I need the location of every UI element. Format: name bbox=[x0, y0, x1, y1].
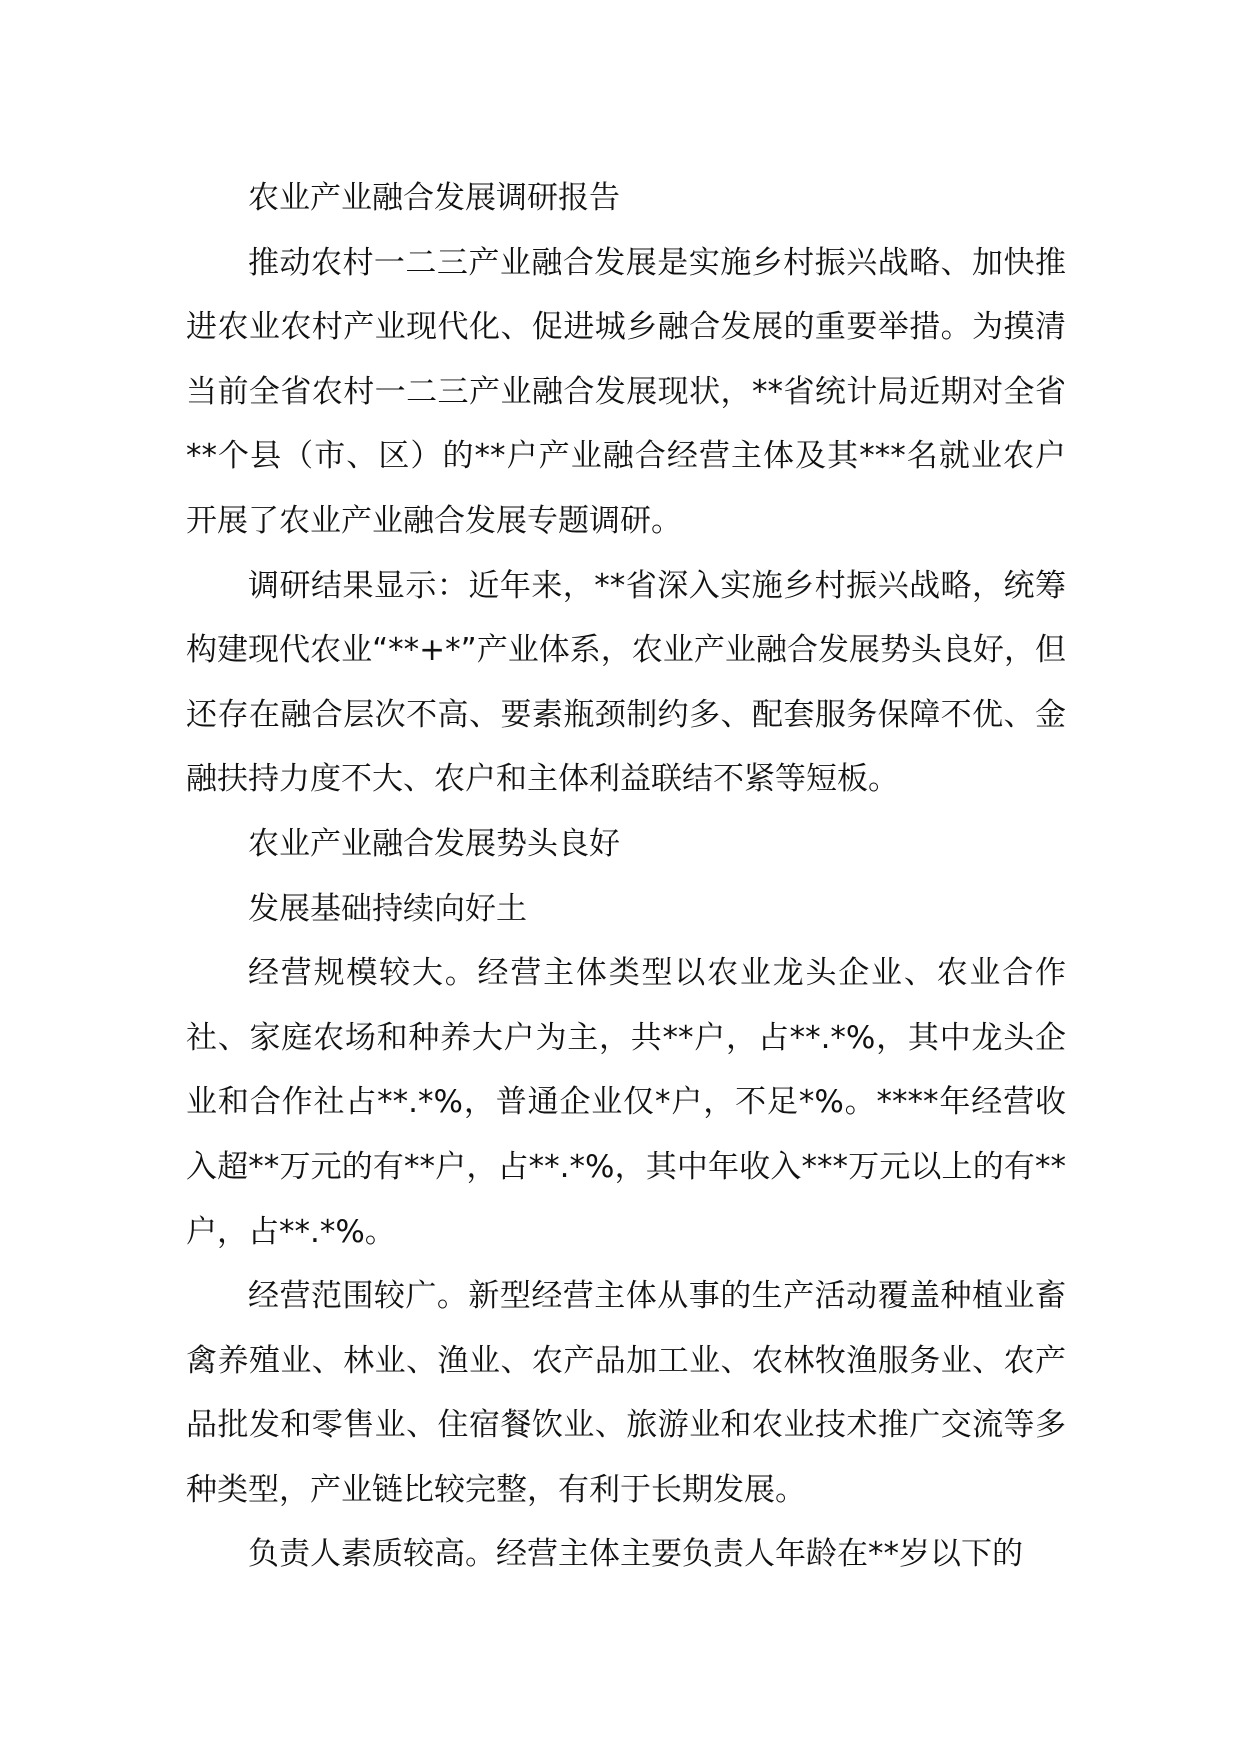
paragraph-scale: 经营规模较大。经营主体类型以农业龙头企业、农业合作社、家庭农场和种养大户为主，共**户，占**.*%，其中龙头企业和合作社占**.*%，普通企业仅*户，不足*%。****年经营收入超**万元的有**户，占**.*%，其中年收入***万元以上的有**户，占**.*%。 bbox=[186, 955, 1066, 1250]
paragraph-findings: 调研结果显示：近年来，**省深入实施乡村振兴战略，统筹构建现代农业“**+*”产业体系，农业产业融合发展势头良好，但还存在融合层次不高、要素瓶颈制约多、配套服务保障不优、金融扶持力度不大、农户和主体利益联结不紧等短板。 bbox=[186, 567, 1066, 798]
paragraph-leadership: 负责人素质较高。经营主体主要负责人年龄在**岁以下的 bbox=[248, 1536, 1023, 1573]
subsection-heading: 发展基础持续向好土 bbox=[248, 890, 527, 927]
document-body bbox=[186, 166, 1066, 1587]
document-title: 农业产业融合发展调研报告 bbox=[248, 180, 620, 216]
paragraph-scope: 经营范围较广。新型经营主体从事的生产活动覆盖种植业畜禽养殖业、林业、渔业、农产品加工业、农林牧渔服务业、农产品批发和零售业、住宿餐饮业、旅游业和农业技术推广交流等多种类型，产业链比较完整，有利于长期发展。 bbox=[186, 1278, 1066, 1508]
paragraph-intro: 推动农村一二三产业融合发展是实施乡村振兴战略、加快推进农业农村产业现代化、促进城乡融合发展的重要举措。为摸清当前全省农村一二三产业融合发展现状，**省统计局近期对全省**个县（市、区）的**户产业融合经营主体及其***名就业农户开展了农业产业融合发展专题调研。 bbox=[186, 244, 1066, 539]
section-heading: 农业产业融合发展势头良好 bbox=[248, 825, 620, 862]
